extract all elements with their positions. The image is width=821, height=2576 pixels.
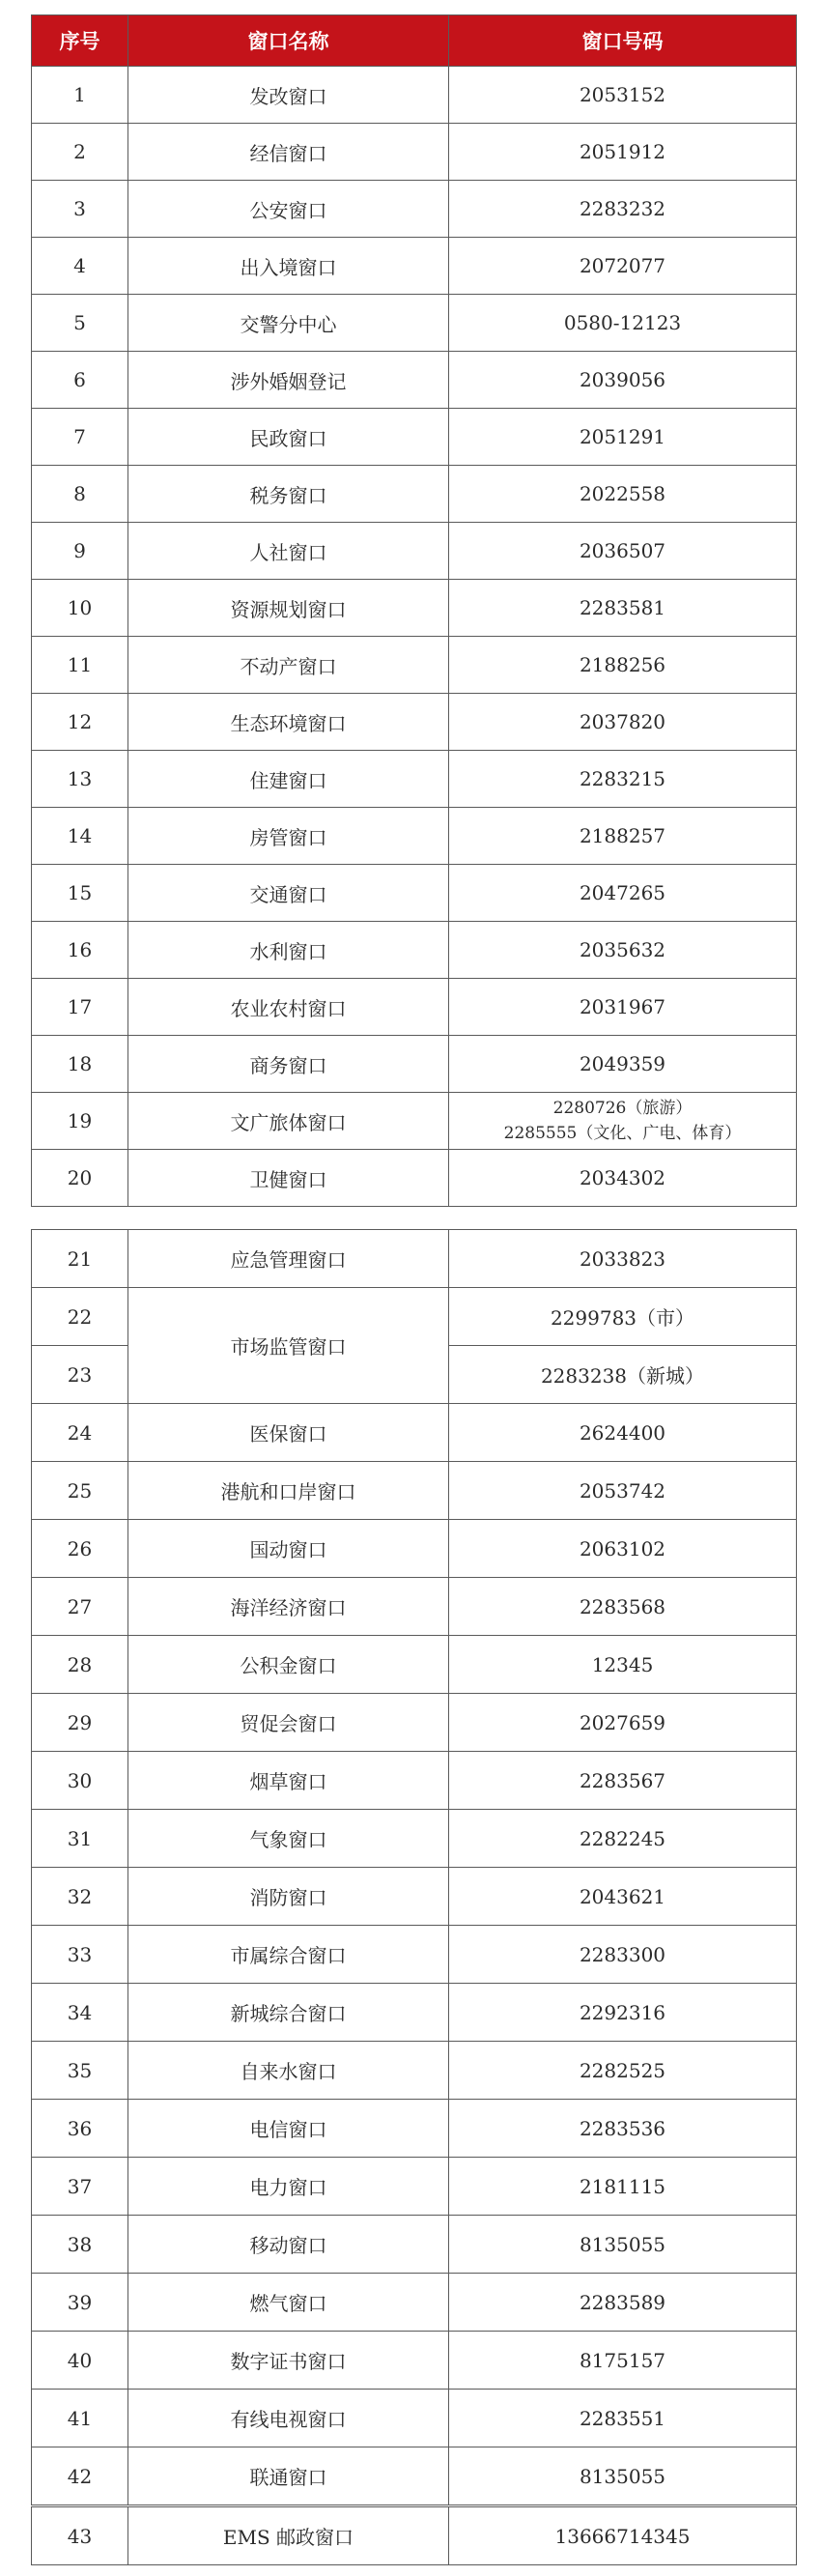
table-row (32, 865, 797, 922)
window-phone: 2181115 (449, 2158, 797, 2216)
window-name: 公积金窗口 (128, 1636, 449, 1694)
window-phone: 2036507 (449, 523, 797, 580)
table-row (32, 2447, 797, 2505)
row-no: 7 (32, 409, 128, 466)
window-name: 联通窗口 (128, 2447, 449, 2505)
window-phone: 2037820 (449, 694, 797, 751)
row-no: 21 (32, 1230, 128, 1288)
table-row (32, 2390, 797, 2447)
table-row (32, 1694, 797, 1752)
row-no: 35 (32, 2042, 128, 2100)
window-phone: 2049359 (449, 1036, 797, 1093)
window-name: 水利窗口 (128, 922, 449, 979)
table-row (32, 808, 797, 865)
window-phone: 8135055 (449, 2216, 797, 2274)
window-phone: 2283589 (449, 2274, 797, 2332)
table-row (32, 295, 797, 352)
window-phone-line: 2280726（旅游） (552, 1099, 693, 1118)
table-row (32, 1462, 797, 1520)
table-row (32, 238, 797, 295)
window-name: 房管窗口 (128, 808, 449, 865)
window-phone: 2283215 (449, 751, 797, 808)
table-row (32, 2042, 797, 2100)
row-no: 34 (32, 1984, 128, 2042)
row-no: 20 (32, 1150, 128, 1207)
row-no: 25 (32, 1462, 128, 1520)
table-row (32, 922, 797, 979)
table-row (32, 2216, 797, 2274)
row-no: 22 (32, 1288, 128, 1346)
window-name: 自来水窗口 (128, 2042, 449, 2100)
window-phone: 2027659 (449, 1694, 797, 1752)
window-phone: 2051291 (449, 409, 797, 466)
window-name: 电力窗口 (128, 2158, 449, 2216)
window-phone: 2283536 (449, 2100, 797, 2158)
window-name: 发改窗口 (128, 67, 449, 124)
table-row (32, 466, 797, 523)
window-phone: 2035632 (449, 922, 797, 979)
window-phone: 2033823 (449, 1230, 797, 1288)
window-name: 市场监管窗口 (128, 1288, 449, 1404)
row-no: 13 (32, 751, 128, 808)
window-name: 卫健窗口 (128, 1150, 449, 1207)
window-phone: 2034302 (449, 1150, 797, 1207)
window-name: 市属综合窗口 (128, 1926, 449, 1984)
window-phone: 2043621 (449, 1868, 797, 1926)
table-row (32, 1636, 797, 1694)
window-phone: 2188257 (449, 808, 797, 865)
row-no: 11 (32, 637, 128, 694)
window-name: 电信窗口 (128, 2100, 449, 2158)
header-name: 窗口名称 (128, 15, 449, 67)
window-name: 生态环境窗口 (128, 694, 449, 751)
window-phone: 2292316 (449, 1984, 797, 2042)
window-name: 医保窗口 (128, 1404, 449, 1462)
window-phone: 2624400 (449, 1404, 797, 1462)
window-name: 出入境窗口 (128, 238, 449, 295)
window-phone: 2282245 (449, 1810, 797, 1868)
row-no: 4 (32, 238, 128, 295)
row-no: 19 (32, 1093, 128, 1150)
row-no: 29 (32, 1694, 128, 1752)
table-row (32, 2274, 797, 2332)
table-row (32, 1288, 797, 1346)
row-no: 30 (32, 1752, 128, 1810)
window-phone: 2283238（新城） (449, 1346, 797, 1404)
window-phone: 2299783（市） (449, 1288, 797, 1346)
row-no: 36 (32, 2100, 128, 2158)
header-phone: 窗口号码 (449, 15, 797, 67)
window-name: 交通窗口 (128, 865, 449, 922)
window-name: 移动窗口 (128, 2216, 449, 2274)
row-no: 32 (32, 1868, 128, 1926)
row-no: 26 (32, 1520, 128, 1578)
table-3-body (32, 2507, 797, 2565)
window-name: 民政窗口 (128, 409, 449, 466)
table-row (32, 2158, 797, 2216)
window-phone: 2063102 (449, 1520, 797, 1578)
row-no: 14 (32, 808, 128, 865)
window-phone: 2282525 (449, 2042, 797, 2100)
window-phone (449, 1093, 797, 1150)
window-phone: 2283300 (449, 1926, 797, 1984)
table-row (32, 1230, 797, 1288)
window-name: 燃气窗口 (128, 2274, 449, 2332)
window-name: 港航和口岸窗口 (128, 1462, 449, 1520)
table-row (32, 637, 797, 694)
window-phone-table-1 (31, 14, 797, 1207)
table-row (32, 1810, 797, 1868)
table-row (32, 1926, 797, 1984)
window-name: 人社窗口 (128, 523, 449, 580)
window-phone: 2283581 (449, 580, 797, 637)
window-phone: 2283567 (449, 1752, 797, 1810)
window-phone: 8135055 (449, 2447, 797, 2505)
table-row (32, 1036, 797, 1093)
window-name: 经信窗口 (128, 124, 449, 181)
window-phone: 2039056 (449, 352, 797, 409)
row-no: 16 (32, 922, 128, 979)
window-name: 公安窗口 (128, 181, 449, 238)
row-no: 2 (32, 124, 128, 181)
window-phone: 2283568 (449, 1578, 797, 1636)
window-phone-line: 2285555（文化、广电、体育） (503, 1124, 742, 1143)
row-no: 15 (32, 865, 128, 922)
window-phone: 8175157 (449, 2332, 797, 2390)
window-phone: 2188256 (449, 637, 797, 694)
table-row (32, 124, 797, 181)
table-row (32, 580, 797, 637)
window-phone: 2031967 (449, 979, 797, 1036)
row-no: 40 (32, 2332, 128, 2390)
window-name: 气象窗口 (128, 1810, 449, 1868)
window-phone-table-2 (31, 1229, 797, 2505)
row-no: 37 (32, 2158, 128, 2216)
table-row (32, 181, 797, 238)
row-no: 6 (32, 352, 128, 409)
table-row (32, 1093, 797, 1150)
row-no: 24 (32, 1404, 128, 1462)
row-no: 18 (32, 1036, 128, 1093)
table-row (32, 67, 797, 124)
table-row (32, 1752, 797, 1810)
table-1-body (32, 67, 797, 1207)
window-name: 应急管理窗口 (128, 1230, 449, 1288)
table-row (32, 979, 797, 1036)
row-no: 41 (32, 2390, 128, 2447)
window-name: 贸促会窗口 (128, 1694, 449, 1752)
window-name: 有线电视窗口 (128, 2390, 449, 2447)
window-name: 税务窗口 (128, 466, 449, 523)
window-name: 烟草窗口 (128, 1752, 449, 1810)
window-name: 数字证书窗口 (128, 2332, 449, 2390)
row-no: 33 (32, 1926, 128, 1984)
window-name: 涉外婚姻登记 (128, 352, 449, 409)
table-row (32, 523, 797, 580)
row-no: 3 (32, 181, 128, 238)
window-phone: 2047265 (449, 865, 797, 922)
window-name: 交警分中心 (128, 295, 449, 352)
row-no: 31 (32, 1810, 128, 1868)
table-row (32, 2100, 797, 2158)
row-no: 27 (32, 1578, 128, 1636)
table-row (32, 409, 797, 466)
table-row (32, 1868, 797, 1926)
table-row (32, 1150, 797, 1207)
table-row (32, 2507, 797, 2565)
row-no: 12 (32, 694, 128, 751)
window-name: 新城综合窗口 (128, 1984, 449, 2042)
table-row (32, 1404, 797, 1462)
row-no: 8 (32, 466, 128, 523)
window-phone: 0580-12123 (449, 295, 797, 352)
table-row (32, 2332, 797, 2390)
window-phone: 13666714345 (449, 2507, 797, 2565)
row-no: 28 (32, 1636, 128, 1694)
window-phone: 2051912 (449, 124, 797, 181)
row-no: 9 (32, 523, 128, 580)
window-phone-table-3 (31, 2506, 797, 2565)
window-name: 农业农村窗口 (128, 979, 449, 1036)
table-row (32, 751, 797, 808)
table-row (32, 1578, 797, 1636)
table-row (32, 1520, 797, 1578)
window-phone: 2283232 (449, 181, 797, 238)
window-name: 国动窗口 (128, 1520, 449, 1578)
row-no: 1 (32, 67, 128, 124)
window-name: 资源规划窗口 (128, 580, 449, 637)
window-phone: 2072077 (449, 238, 797, 295)
window-phone: 2053152 (449, 67, 797, 124)
window-phone: 12345 (449, 1636, 797, 1694)
row-no: 5 (32, 295, 128, 352)
window-phone: 2022558 (449, 466, 797, 523)
window-name: 商务窗口 (128, 1036, 449, 1093)
window-name: 住建窗口 (128, 751, 449, 808)
window-phone: 2053742 (449, 1462, 797, 1520)
table-row (32, 694, 797, 751)
table-row (32, 352, 797, 409)
row-no: 42 (32, 2447, 128, 2505)
header-no: 序号 (32, 15, 128, 67)
table-2-body (32, 1230, 797, 2505)
window-name: EMS 邮政窗口 (128, 2507, 449, 2565)
row-no: 10 (32, 580, 128, 637)
window-name: 海洋经济窗口 (128, 1578, 449, 1636)
row-no: 17 (32, 979, 128, 1036)
table-row (32, 1984, 797, 2042)
row-no: 43 (32, 2507, 128, 2565)
window-name: 消防窗口 (128, 1868, 449, 1926)
row-no: 39 (32, 2274, 128, 2332)
row-no: 23 (32, 1346, 128, 1404)
row-no: 38 (32, 2216, 128, 2274)
window-name: 文广旅体窗口 (128, 1093, 449, 1150)
window-phone: 2283551 (449, 2390, 797, 2447)
window-name: 不动产窗口 (128, 637, 449, 694)
